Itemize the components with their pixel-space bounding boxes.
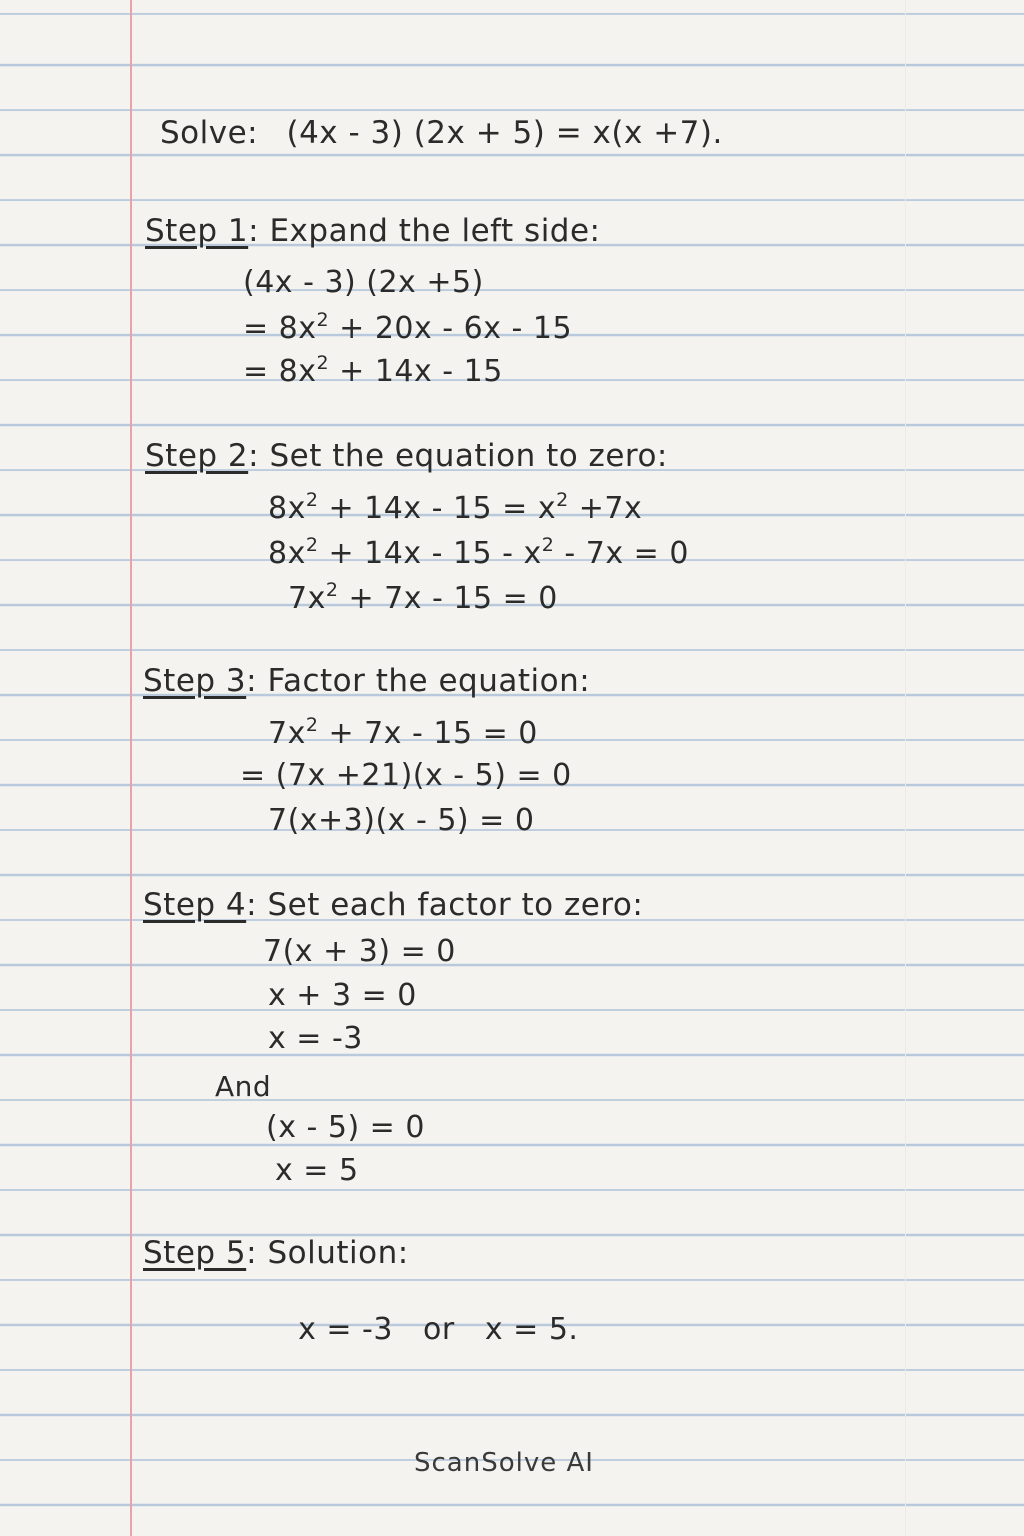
math-line: $8x^2 + 14x - 15 = x^2 +7x$ [268, 489, 643, 526]
problem-label: Solve: [160, 115, 259, 151]
math-line: = (7x +21)(x - 5) = 0 [240, 758, 572, 793]
step-2-heading [145, 438, 668, 474]
step-title: : Expand the left side: [248, 213, 601, 249]
step-label: Step 1 [145, 213, 249, 249]
faint-right-line [905, 0, 906, 1536]
step-label: Step 2 [145, 438, 249, 474]
math-line: = $8x^2 + 14x - 15$ [243, 352, 503, 389]
step-title: : Set each factor to zero: [246, 887, 644, 923]
math-line: 7(x + 3) = 0 [263, 934, 456, 969]
math-line: x = -3 [268, 1021, 363, 1056]
math-line: (4x - 3) (2x +5) [243, 265, 484, 300]
step-title: : Solution: [246, 1235, 409, 1271]
step-label: Step 5 [143, 1235, 247, 1271]
math-line: x + 3 = 0 [268, 978, 417, 1013]
math-line: $8x^2 + 14x - 15 - x^2 - 7x = 0$ [268, 534, 689, 571]
problem-statement [160, 115, 723, 151]
step-title: : Set the equation to zero: [248, 438, 668, 474]
math-line: x = 5 [275, 1153, 359, 1188]
margin-line [130, 0, 132, 1536]
math-line: = $8x^2 + 20x - 6x - 15$ [243, 309, 573, 346]
footer-brand: ScanSolve AI [414, 1448, 594, 1478]
math-line: $7x^2 + 7x - 15 = 0$ [288, 579, 558, 616]
step-5-heading [143, 1235, 409, 1271]
step-label: Step 4 [143, 887, 247, 923]
math-line: $7x^2 + 7x - 15 = 0$ [268, 714, 538, 751]
math-line: 7(x+3)(x - 5) = 0 [268, 803, 535, 838]
problem-equation: (4x - 3) (2x + 5) = x(x +7). [286, 115, 723, 151]
math-line: (x - 5) = 0 [266, 1110, 425, 1145]
step-3-heading [143, 663, 591, 699]
step-4-heading [143, 887, 644, 923]
step-label: Step 3 [143, 663, 247, 699]
step-1-heading [145, 213, 601, 249]
solution-line: x = -3 or x = 5. [298, 1312, 579, 1347]
connector-text: And [215, 1070, 272, 1103]
step-title: : Factor the equation: [246, 663, 591, 699]
